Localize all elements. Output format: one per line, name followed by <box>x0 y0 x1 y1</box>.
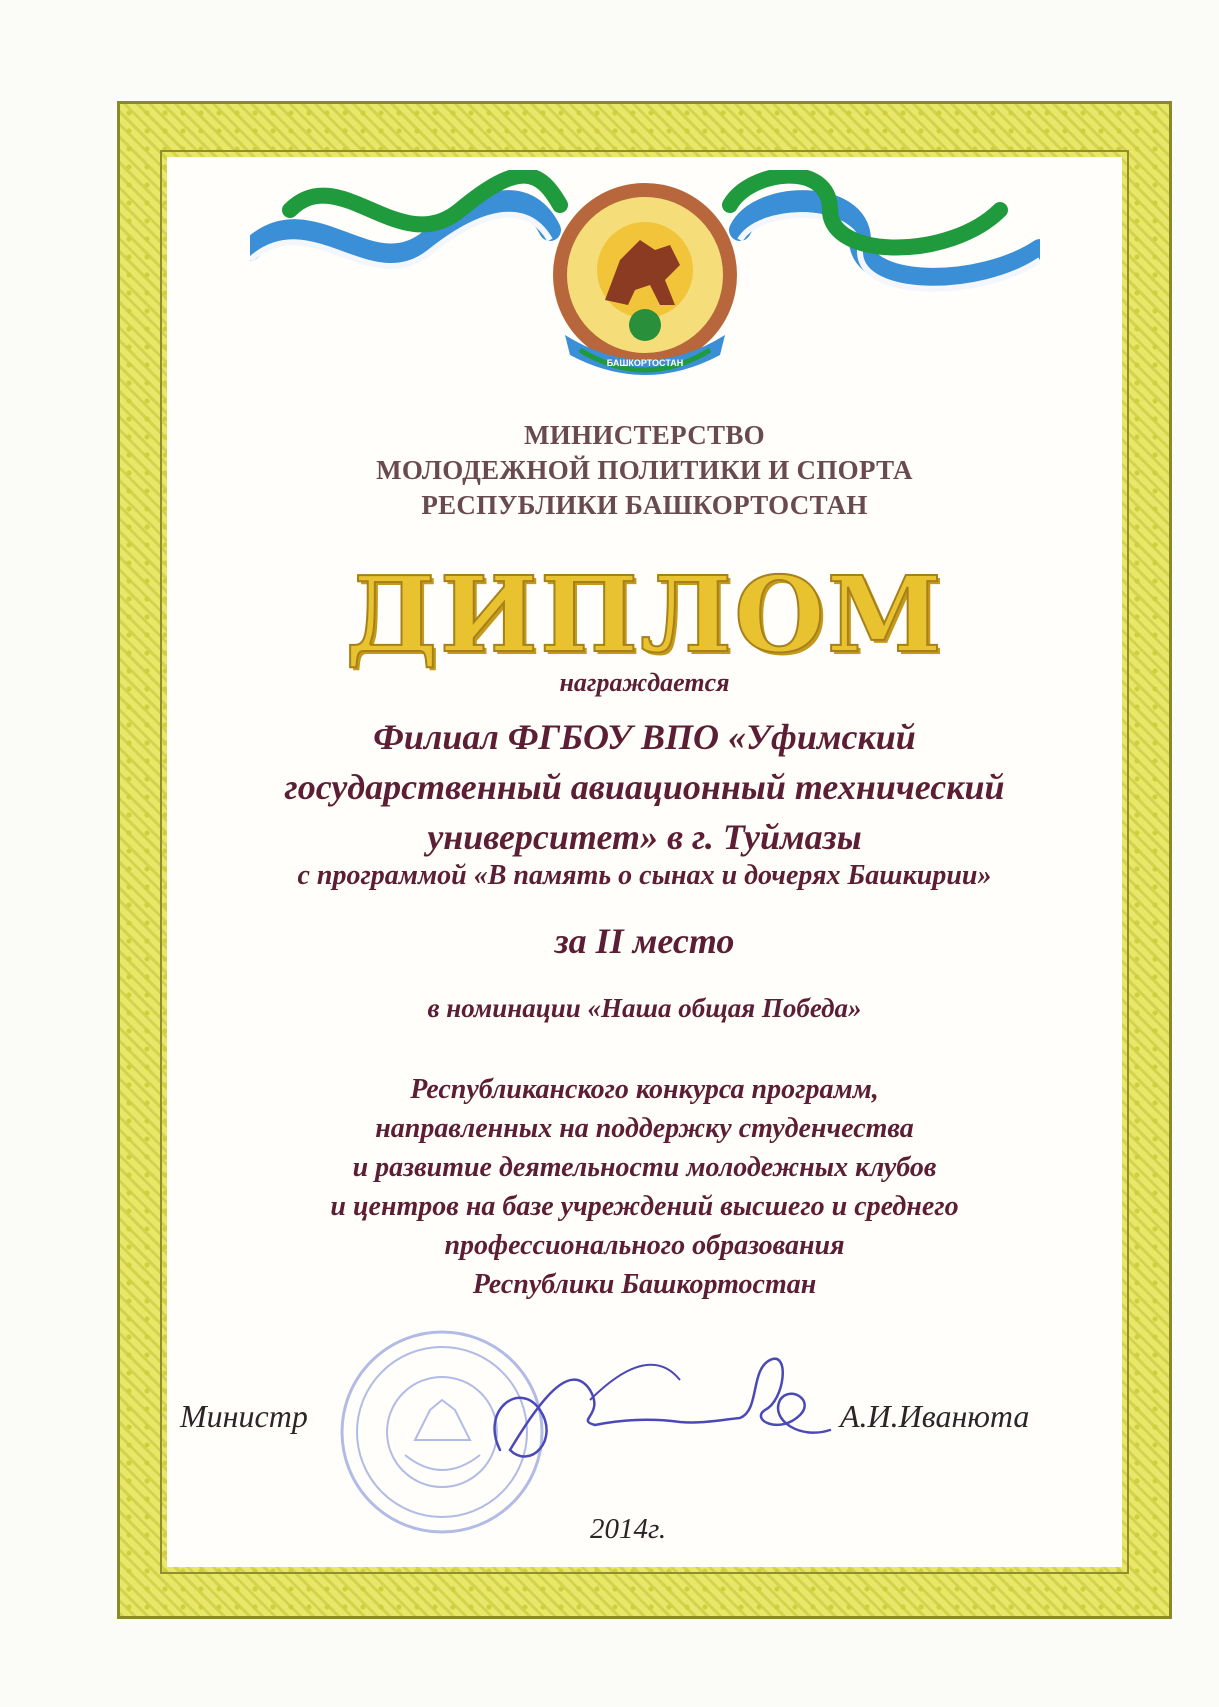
recipient-line-2: государственный авиационный технический <box>284 767 1005 807</box>
ministry-line-3: РЕСПУБЛИКИ БАШКОРТОСТАН <box>421 490 868 520</box>
nomination-title: в номинации «Наша общая Победа» <box>427 993 862 1023</box>
ministry-line-2: МОЛОДЕЖНОЙ ПОЛИТИКИ И СПОРТА <box>376 455 913 485</box>
awarded-label: награждается <box>559 668 730 697</box>
program-title: с программой «В память о сынах и дочерях Башкирии» <box>297 860 992 891</box>
recipient-line-3: университет» в г. Туймазы <box>427 817 862 857</box>
contest-line-1: Республиканского конкурса программ, <box>410 1074 879 1105</box>
signatory-name: А.И.Иванюта <box>840 1398 1030 1434</box>
contest-line-3: и развитие деятельности молодежных клубов <box>352 1152 937 1183</box>
contest-line-4: и центров на базе учреждений высшего и среднего <box>330 1191 959 1222</box>
emblem-kurai-flower-icon <box>629 309 661 341</box>
contest-line-5: профессионального образования <box>444 1230 845 1261</box>
coat-of-arms-with-ribbons <box>250 170 1040 390</box>
award-year: 2014г. <box>590 1513 667 1545</box>
ministry-heading <box>167 418 1122 523</box>
emblem-graphic <box>250 170 1040 390</box>
contest-description <box>167 1070 1122 1304</box>
recipient-name <box>167 712 1122 862</box>
contest-line-6: Республики Башкортостан <box>472 1269 817 1300</box>
recipient-line-1: Филиал ФГБОУ ВПО «Уфимский <box>373 717 916 757</box>
place-award: за II место <box>554 921 735 961</box>
ministry-line-1: МИНИСТЕРСТВО <box>524 420 765 450</box>
handwritten-signature <box>480 1340 860 1485</box>
emblem-label: БАШКОРТОСТАН <box>606 358 684 368</box>
contest-line-2: направленных на поддержку студенчества <box>375 1113 914 1144</box>
diploma-title: ДИПЛОМ <box>345 553 944 676</box>
signatory-position: Министр <box>180 1398 308 1434</box>
